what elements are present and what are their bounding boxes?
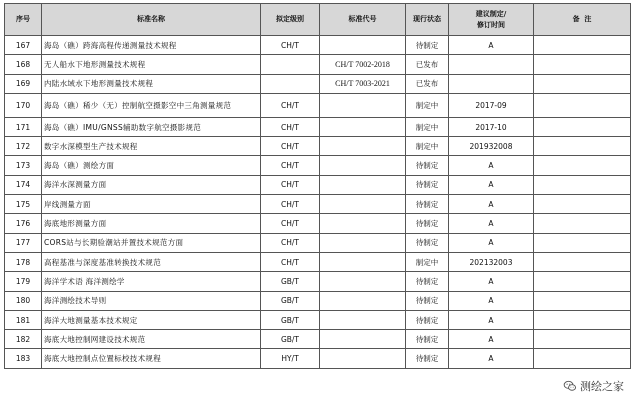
cell-standard-code	[320, 291, 406, 310]
cell-note	[534, 74, 631, 93]
cell-note	[534, 195, 631, 214]
cell-standard-code	[320, 93, 406, 117]
table-row	[5, 117, 631, 136]
cell-standard-code: CH/T 7002-2018	[320, 55, 406, 74]
cell-level: CH/T	[261, 214, 320, 233]
cell-row-number: 179	[5, 272, 42, 291]
cell-row-number: 183	[5, 349, 42, 368]
table-row	[5, 156, 631, 175]
table-row	[5, 195, 631, 214]
cell-level: GB/T	[261, 291, 320, 310]
cell-status: 制定中	[406, 252, 449, 271]
cell-standard-name: 海洋水深测量方面	[42, 175, 261, 194]
cell-standard-code	[320, 310, 406, 329]
table-row	[5, 349, 631, 368]
cell-note	[534, 310, 631, 329]
cell-status: 待制定	[406, 214, 449, 233]
cell-status: 待制定	[406, 272, 449, 291]
cell-level: GB/T	[261, 330, 320, 349]
cell-row-number: 174	[5, 175, 42, 194]
cell-level: CH/T	[261, 195, 320, 214]
wechat-icon	[563, 379, 577, 393]
cell-level: CH/T	[261, 252, 320, 271]
table-row	[5, 330, 631, 349]
cell-status: 制定中	[406, 93, 449, 117]
cell-time: A	[449, 175, 534, 194]
table-row	[5, 214, 631, 233]
cell-row-number: 172	[5, 137, 42, 156]
cell-level: GB/T	[261, 310, 320, 329]
cell-standard-code	[320, 117, 406, 136]
cell-time: A	[449, 330, 534, 349]
cell-standard-code	[320, 214, 406, 233]
cell-row-number: 176	[5, 214, 42, 233]
cell-row-number: 168	[5, 55, 42, 74]
cell-time: 2017-09	[449, 93, 534, 117]
cell-status: 已发布	[406, 55, 449, 74]
cell-time: A	[449, 272, 534, 291]
cell-row-number: 182	[5, 330, 42, 349]
cell-standard-code	[320, 137, 406, 156]
table-row	[5, 291, 631, 310]
cell-note	[534, 117, 631, 136]
cell-note	[534, 156, 631, 175]
watermark	[559, 377, 628, 395]
cell-note	[534, 291, 631, 310]
cell-row-number: 180	[5, 291, 42, 310]
cell-level: CH/T	[261, 156, 320, 175]
cell-standard-name: 海洋测绘技术导则	[42, 291, 261, 310]
cell-level	[261, 55, 320, 74]
cell-standard-name: 海洋大地测量基本技术规定	[42, 310, 261, 329]
table-row	[5, 310, 631, 329]
cell-time: A	[449, 310, 534, 329]
cell-standard-code	[320, 195, 406, 214]
table-header-row	[5, 4, 631, 36]
table-row	[5, 74, 631, 93]
cell-status: 已发布	[406, 74, 449, 93]
cell-standard-code	[320, 252, 406, 271]
cell-standard-code: CH/T 7003-2021	[320, 74, 406, 93]
table-row	[5, 36, 631, 55]
cell-status: 待制定	[406, 291, 449, 310]
cell-status: 待制定	[406, 156, 449, 175]
header-no: 序号	[5, 4, 42, 36]
cell-time: 201932008	[449, 137, 534, 156]
cell-status: 待制定	[406, 195, 449, 214]
cell-note	[534, 330, 631, 349]
cell-row-number: 177	[5, 233, 42, 252]
cell-standard-code	[320, 156, 406, 175]
header-code: 标准代号	[320, 4, 406, 36]
cell-time: A	[449, 36, 534, 55]
cell-level: CH/T	[261, 137, 320, 156]
cell-row-number: 178	[5, 252, 42, 271]
header-name: 标准名称	[42, 4, 261, 36]
cell-note	[534, 233, 631, 252]
cell-time: A	[449, 291, 534, 310]
cell-standard-name: 海底地形测量方面	[42, 214, 261, 233]
cell-standard-name: 海岛（礁）稀少（无）控制航空摄影空中三角测量规范	[42, 93, 261, 117]
cell-note	[534, 214, 631, 233]
cell-level	[261, 74, 320, 93]
cell-status: 待制定	[406, 330, 449, 349]
cell-level: CH/T	[261, 36, 320, 55]
table-row	[5, 272, 631, 291]
table-row	[5, 175, 631, 194]
table-row	[5, 55, 631, 74]
cell-standard-name: 海岛（礁）IMU/GNSS辅助数字航空摄影规范	[42, 117, 261, 136]
cell-level: CH/T	[261, 117, 320, 136]
cell-row-number: 171	[5, 117, 42, 136]
watermark-text: 测绘之家	[580, 380, 624, 393]
cell-standard-code	[320, 36, 406, 55]
cell-level: CH/T	[261, 93, 320, 117]
cell-time: A	[449, 214, 534, 233]
cell-standard-name: 海底大地控制点位置标校技术规程	[42, 349, 261, 368]
cell-note	[534, 55, 631, 74]
header-level: 拟定级别	[261, 4, 320, 36]
cell-standard-code	[320, 175, 406, 194]
standards-table	[4, 3, 631, 369]
cell-standard-code	[320, 349, 406, 368]
cell-note	[534, 272, 631, 291]
cell-time: 202132003	[449, 252, 534, 271]
cell-note	[534, 252, 631, 271]
cell-standard-name: 海岛（礁）测绘方面	[42, 156, 261, 175]
cell-standard-name: 无人船水下地形测量技术规程	[42, 55, 261, 74]
header-status: 现行状态	[406, 4, 449, 36]
cell-standard-code	[320, 233, 406, 252]
cell-time: A	[449, 233, 534, 252]
cell-status: 待制定	[406, 175, 449, 194]
cell-row-number: 170	[5, 93, 42, 117]
cell-note	[534, 175, 631, 194]
cell-row-number: 181	[5, 310, 42, 329]
header-note: 备 注	[534, 4, 631, 36]
cell-row-number: 169	[5, 74, 42, 93]
cell-note	[534, 137, 631, 156]
cell-level: CH/T	[261, 233, 320, 252]
cell-level: HY/T	[261, 349, 320, 368]
cell-standard-name: 海洋学术语 海洋测绘学	[42, 272, 261, 291]
cell-standard-name: 海岛（礁）跨海高程传递测量技术规程	[42, 36, 261, 55]
cell-status: 待制定	[406, 310, 449, 329]
cell-time	[449, 74, 534, 93]
cell-note	[534, 93, 631, 117]
cell-standard-name: 高程基准与深度基准转换技术规范	[42, 252, 261, 271]
cell-status: 制定中	[406, 117, 449, 136]
cell-note	[534, 36, 631, 55]
cell-level: CH/T	[261, 175, 320, 194]
cell-standard-name: 数字水深模型生产技术规程	[42, 137, 261, 156]
cell-level: GB/T	[261, 272, 320, 291]
cell-standard-name: CORS站与长期验潮站并置技术规范方面	[42, 233, 261, 252]
cell-status: 制定中	[406, 137, 449, 156]
cell-standard-name: 内陆水域水下地形测量技术规程	[42, 74, 261, 93]
header-time: 建议制定/ 修订时间	[449, 4, 534, 36]
cell-time: A	[449, 195, 534, 214]
cell-status: 待制定	[406, 233, 449, 252]
table-row	[5, 252, 631, 271]
cell-standard-code	[320, 272, 406, 291]
cell-time: A	[449, 349, 534, 368]
cell-time: 2017-10	[449, 117, 534, 136]
table-row	[5, 137, 631, 156]
cell-time: A	[449, 156, 534, 175]
cell-time	[449, 55, 534, 74]
table-row	[5, 93, 631, 117]
cell-row-number: 167	[5, 36, 42, 55]
table-row	[5, 233, 631, 252]
cell-standard-code	[320, 330, 406, 349]
cell-standard-name: 海底大地控制网建设技术规范	[42, 330, 261, 349]
cell-status: 待制定	[406, 36, 449, 55]
cell-row-number: 173	[5, 156, 42, 175]
cell-status: 待制定	[406, 349, 449, 368]
cell-note	[534, 349, 631, 368]
cell-row-number: 175	[5, 195, 42, 214]
cell-standard-name: 岸线测量方面	[42, 195, 261, 214]
